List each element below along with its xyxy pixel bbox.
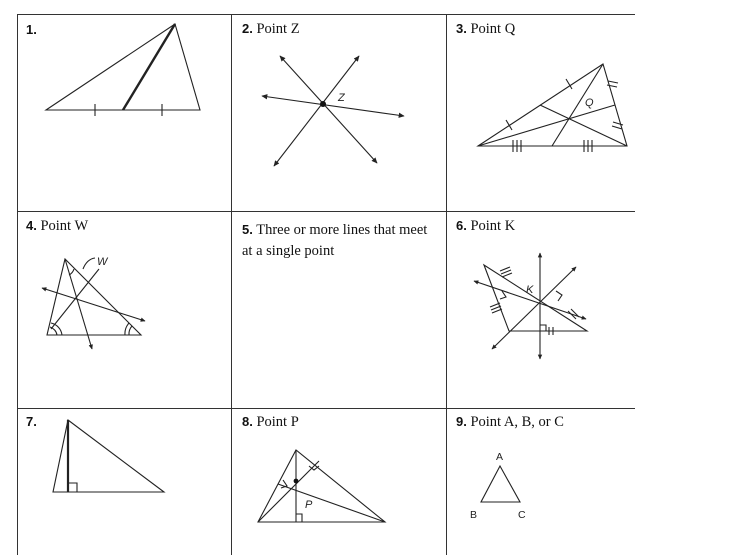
cell-1 [17, 14, 231, 211]
triangle-altitude-figure [17, 408, 231, 555]
cell-2-label: 2. Point Z [242, 21, 300, 37]
cell-1-label: 1. [26, 22, 37, 37]
cell-8 [231, 408, 446, 555]
cell-8-label: 8. Point P [242, 414, 299, 430]
triangle-angle-bisectors-figure [17, 211, 231, 408]
vertex-c-label: C [518, 509, 526, 521]
cell-7-label: 7. [26, 414, 37, 429]
vertex-b-label: B [470, 509, 478, 521]
triangle-median-figure [17, 14, 231, 211]
triangle-perpendicular-bisectors-figure [446, 211, 635, 408]
triangle-altitudes-figure [231, 408, 446, 555]
triangle-medians-figure [446, 14, 635, 211]
vertex-a-label: A [496, 451, 504, 463]
triangle-abc-figure [446, 408, 635, 555]
cell-5-label: 5. Three or more lines that meet at a single point [242, 222, 428, 259]
point-w-label: W [97, 256, 108, 268]
cell-2 [231, 14, 446, 211]
point-z-label: Z [338, 92, 345, 104]
cell-4-label: 4. Point W [26, 218, 89, 234]
cell-3-label: 3. Point Q [456, 21, 516, 37]
cell-9-label: 9. Point A, B, or C [456, 414, 564, 430]
cell-7 [17, 408, 231, 555]
cell-9 [446, 408, 635, 555]
cell-6 [446, 211, 635, 408]
cell-5 [231, 211, 446, 408]
cell-4 [17, 211, 231, 408]
concurrent-lines-figure [231, 14, 446, 211]
cell-6-label: 6. Point K [456, 218, 516, 234]
point-k-label: K [526, 284, 534, 296]
cell-3 [446, 14, 635, 211]
point-p-label: P [305, 499, 313, 511]
point-q-label: Q [585, 97, 594, 109]
